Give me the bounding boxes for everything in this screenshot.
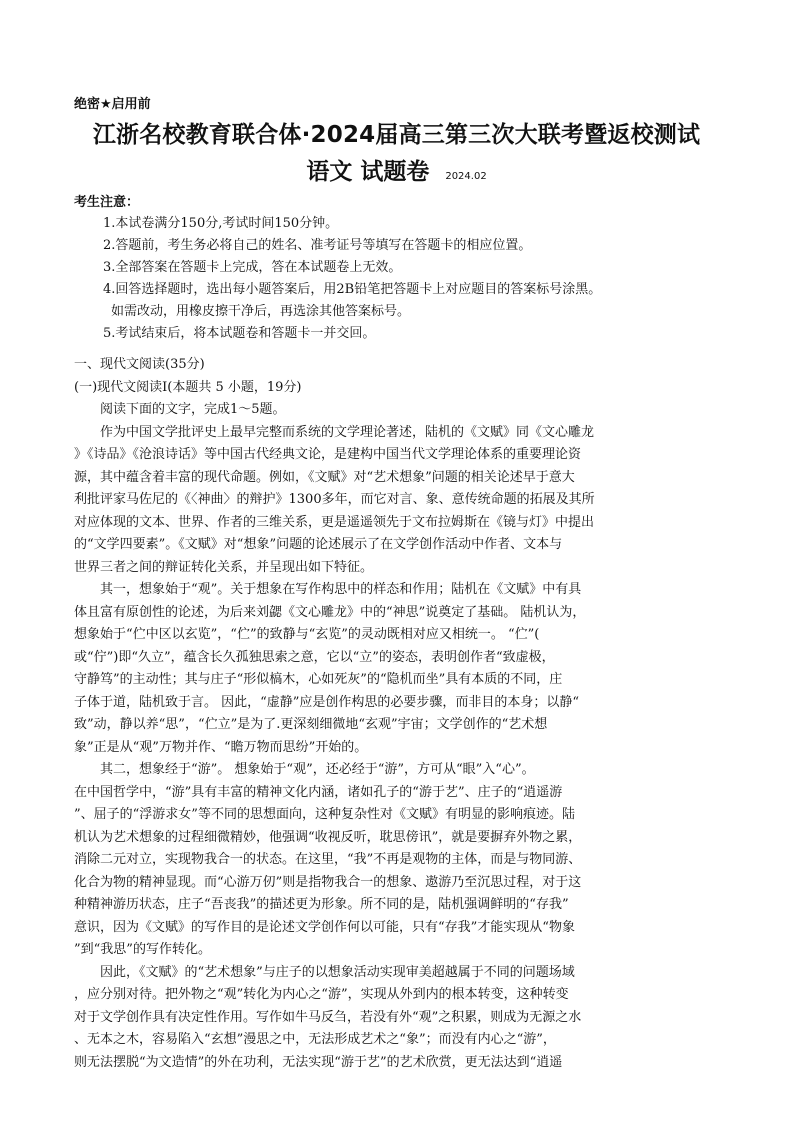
passage-line: 想象始于“伫中区以玄览”，“伫”的致静与“玄览”的灵动既相对应又相统一。 “伫”( [74,627,540,642]
passage-line: ”、屈子的“浮游求女”等不同的思想面向，这种复杂性对《文赋》有明显的影响痕迹。陆 [74,807,575,822]
notice-item: 如需改动，用橡皮擦干净后，再选涂其他答案标号。 [111,304,411,319]
instruction-text: 阅读下面的文字，完成1～5题。 [100,402,286,417]
passage-line: 》《诗品》《沧浪诗话》等中国古代经典文论，是建构中国当代文学理论体系的重要理论资 [74,447,582,462]
confidential-label: 绝密★启用前 [74,97,151,112]
passage-line: ，应分别对待。把外物之“观”转化为内心之“游”，实现从外到内的根本转变，这种转变 [74,987,569,1002]
exam-title: 江浙名校教育联合体·2024届高三第三次大联考暨返校测试 [92,122,701,148]
notice-item: 3.全部答案在答题卡上完成，答在本试题卷上无效。 [103,260,402,275]
passage-line: 其一，想象始于“观”。关于想象在写作构思中的样态和作用；陆机在《文赋》中有具 [100,582,582,597]
notice-item: 1.本试卷满分150分,考试时间150分钟。 [103,216,339,231]
notice-item: 4.回答选择题时，选出每小题答案后，用2B铅笔把答题卡上对应题目的答案标号涂黑。 [103,282,602,297]
notice-list [103,213,743,345]
passage-line: 致”动，静以养“思”，“伫立”是为了.更深刻细微地“玄观”宇宙；文学创作的“艺术想 [74,717,548,732]
passage-line: 子体于道，陆机致于言。 因此，“虚静”应是创作构思的必要步骤，而非目的本身；以静“ [74,694,580,710]
exam-date: 2024.02 [445,171,487,182]
passage-line: 世界三者之间的辩证转化关系，并呈现出如下特征。 [74,559,374,575]
reading-passage [74,354,722,1074]
section-heading: 一、现代文阅读(35分) [74,357,205,372]
exam-subtitle: 语文 试题卷 [306,159,430,185]
passage-line: 的“文学四要素”。《文赋》对“想象”问题的论述展示了在文学创作活动中作者、文本与 [74,537,563,552]
passage-line: 作为中国文学批评史上最早完整而系统的文学理论著述，陆机的《文赋》同《文心雕龙 [100,424,595,440]
passage-line: 守静笃”的主动性；其与庄子“形似槁木，心如死灰”的“隐机而坐”具有本质的不同，庄 [74,672,563,687]
passage-line: 在中国哲学中，“游”具有丰富的精神文化内涵，诸如孔子的“游于艺”、庄子的“逍遥游 [74,784,563,800]
passage-line: 其二，想象经于“游”。 想象始于“观”，还必经于“游”，方可从“眼”入“心”。 [100,762,535,777]
notice-heading: 考生注意： [74,195,140,210]
passage-line: 机认为艺术想象的过程细微精妙，他强调“收视反听，耽思傍讯”，就是要摒弃外物之累， [74,829,582,845]
passage-line: 象”正是从“观”万物并作、“瞻万物而思纷”开始的。 [74,739,368,755]
notice-item: 2.答题前，考生务必将自己的姓名、准考证号等填写在答题卡的相应位置。 [103,238,532,253]
passage-line: 消除二元对立，实现物我合一的状态。在这里，“我”不再是观物的主体，而是与物同游、 [74,852,582,867]
passage-line: ”到“我思”的写作转化。 [74,942,211,957]
subsection-heading: (一)现代文阅读Ⅰ(本题共 5 小题，19分) [74,379,302,395]
notice-item: 5.考试结束后，将本试题卷和答题卡一并交回。 [103,326,376,341]
passage-line: 种精神游历状态，庄子“吾丧我”的描述更为形象。所不同的是，陆机强调鲜明的“存我” [74,897,569,912]
passage-line: 意识，因为《文赋》的写作目的是论述文学创作何以可能，只有“存我”才能实现从“物象 [74,919,575,935]
passage-line: 源，其中蕴含着丰富的现代命题。例如，《文赋》对“艺术想象”问题的相关论述早于意大 [74,469,575,485]
passage-line: 因此，《文赋》的“艺术想象”与庄子的以想象活动实现审美超越属于不同的问题场域 [100,964,575,980]
passage-line: 化合为物的精神显现。而“心游万仞”则是指物我合一的想象、遨游乃至沉思过程，对于这 [74,874,582,890]
subtitle-row [0,157,793,187]
passage-line: 对应体现的文本、世界、作者的三维关系，更是遥遥领先于文布拉姆斯在《镜与灯》中提出 [74,514,595,530]
passage-line: 则无法摆脱“为文造情”的外在功利，无法实现“游于艺”的艺术欣赏，更无法达到“逍遥 [74,1054,563,1070]
passage-line: 或“佇”)即“久立”，蕴含长久孤独思索之意，它以“立”的姿态，表明创作者“致虚极， [74,649,555,665]
passage-line: 体且富有原创性的论述，为后来刘勰《文心雕龙》中的“神思”说奠定了基础。 陆机认为， [74,604,586,620]
passage-line: 对于文学创作具有决定性作用。写作如牛马反刍，若没有外“观”之积累，则成为无源之水 [74,1009,582,1025]
passage-line: 、无本之木，容易陷入“玄想”漫思之中，无法形成艺术之“象”；而没有内心之“游”， [74,1032,556,1047]
passage-line: 利批评家马佐尼的《〈神曲〉的辩护》1300多年，而它对言、象、意传统命题的拓展及其所 [74,492,595,507]
